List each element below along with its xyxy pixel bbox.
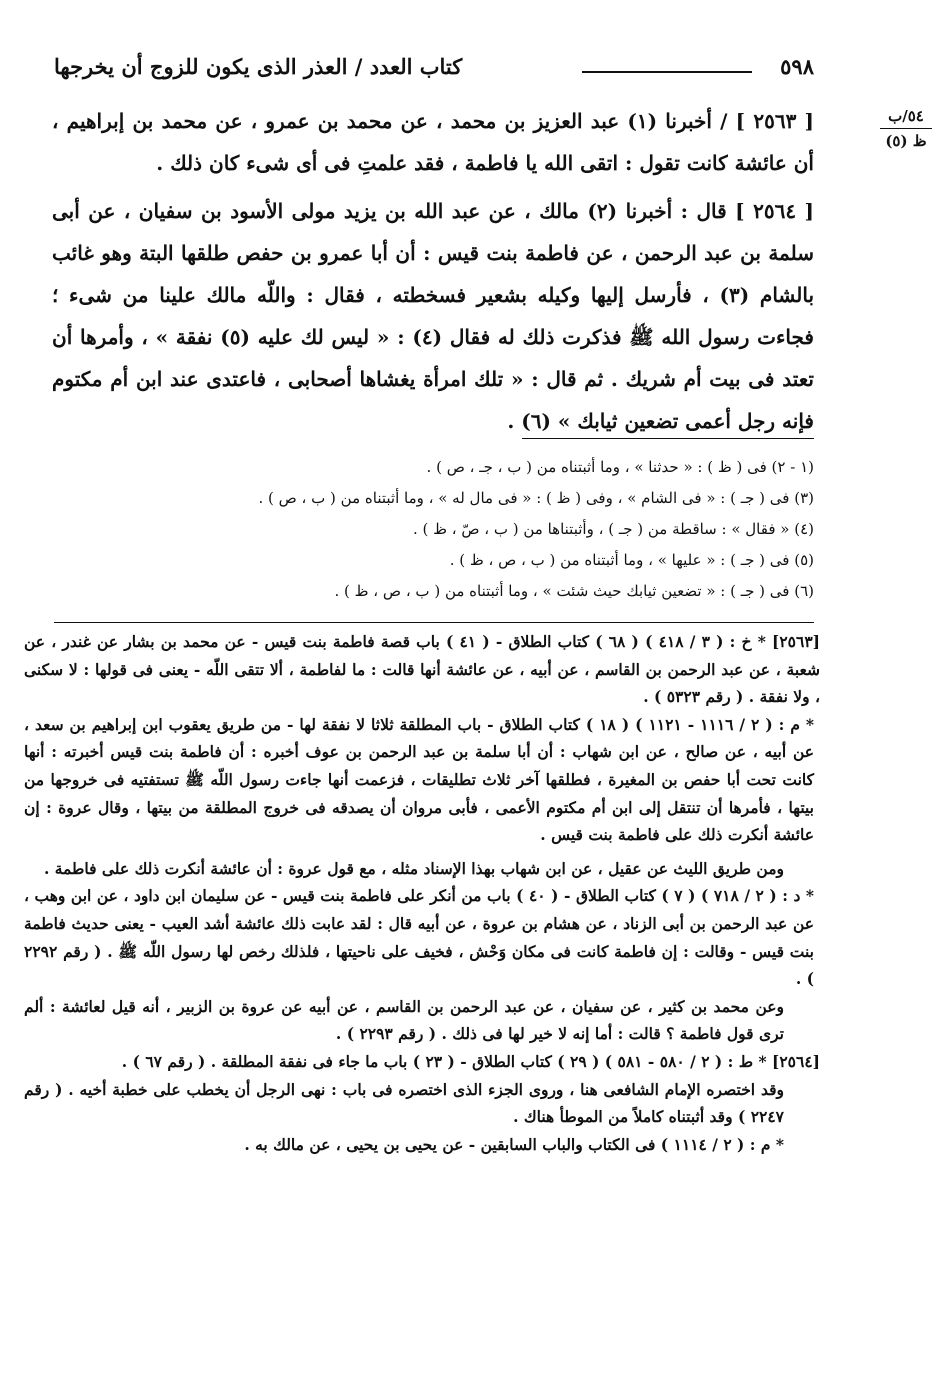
header-rule: [582, 71, 752, 73]
footnote-5: (٥) فى ( جـ ) : « عليها » ، وما أثبتناه من ( ب ، ص ، ظ ) .: [449, 551, 814, 569]
footnote-1-2: (١ - ٢) فى ( ظ ) : « حدثنا » ، وما أثبتناه من ( ب ، جـ ، ص ) .: [426, 458, 814, 476]
hadith-2563: [ ٢٥٦٣ ] / أخبرنا (١) عبد العزيز بن محمد ، عن محمد بن عمرو ، عن محمد بن إبراهيم ، أن عائشة كانت تقول : اتقى الله يا فاطمة ، فقد علمتِ فى أى شىء كان ذلك .: [52, 109, 814, 175]
margin-note-folio: ٥٤/ب: [880, 104, 932, 129]
takhrij-2563-muslim-laith: ومن طريق الليث عن عقيل ، عن ابن شهاب بهذا الإسناد مثله ، مع قول عروة : أن عائشة أنكرت ذلك على فاطمة .: [43, 858, 784, 878]
takhrij-2563-muslim: * م : ( ٢ / ١١١٦ - ١١٢١ ) ( ١٨ ) كتاب الطلاق - باب المطلقة ثلاثا لا نفقة لها - من طريق يعقوب ابن إبراهيم بن سعد ، عن أبيه ، عن صالح ، عن ابن شهاب : أن أبا سلمة بن عبد الرحمن بن عوف أخبره : أن فاطمة بنت قيس أخبرته : أنها كانت تحت أبا حفص بن المغيرة ، فطلقها آخر ثلاث تطليقات ، فزعمت أنها جاءت رسول اللّه ﷺ تستفتيه فى خروجها من بيتها ، فأمرها أن تنتقل إلى ابن أم مكتوم الأعمى ، فأبى مروان أن يصدقه فى خروج المطلقة من بيتها ، وقال عروة : إن عائشة أنكرت ذلك على فاطمة بنت قيس .: [24, 714, 815, 845]
footnote-separator: [522, 438, 814, 439]
takhrij-2564-note: وقد اختصره الإمام الشافعى هنا ، وروى الجزء الذى اختصره فى باب : نهى الرجل أن يخطب على خطبة أخيه . ( رقم ٢٢٤٧ ) وقد أثبتناه كاملاً من الموطأ هناك .: [24, 1079, 784, 1127]
manuscript-margin-note: [880, 104, 932, 153]
takhrij-2563-abudawud: * د : ( ٢ / ٧١٨ ) ( ٧ ) كتاب الطلاق - ( ٤٠ ) باب من أنكر على فاطمة بنت قيس - عن سليمان ابن داود ، عن ابن وهب ، عن عبد الرحمن بن أبى الزناد ، عن هشام بن عروة ، عن أبيه قال : لقد عابت ذلك عائشة أشد العيب - يعنى حديث فاطمة بنت قيس - وقالت : إن فاطمة كانت فى مكان وَحْش ، فخيف على ناحيتها ، فلذلك رخص لها رسول اللّه ﷺ . ( رقم ٢٢٩٢ ) .: [24, 886, 814, 989]
page-number: ٥٩٨: [780, 54, 814, 79]
footnote-3: (٣) فى ( جـ ) : « فى الشام » ، وفى ( ظ ) : « فى مال له » ، وما أثبتناه من ( ب ، ص ) .: [258, 489, 814, 507]
takhrij-2563-abudawud-2: وعن محمد بن كثير ، عن سفيان ، عن عبد الرحمن بن القاسم ، عن أبيه عن عروة بن الزبير ، أنه قيل لعائشة : ألم ترى قول فاطمة ؟ قالت : أما إنه لا خير لها فى ذلك . ( رقم ٢٢٩٣ ) .: [24, 996, 784, 1044]
footnote-6: (٦) فى ( جـ ) : « تضعين ثيابك حيث شئت » ، وما أثبتناه من ( ب ، ص ، ظ ) .: [334, 582, 814, 600]
takhrij-notes: [24, 628, 820, 1158]
running-title: كتاب العدد / العذر الذى يكون للزوج أن يخرجها: [54, 54, 463, 79]
hadith-2564: [ ٢٥٦٤ ] قال : أخبرنا (٢) مالك ، عن عبد الله بن يزيد مولى الأسود بن سفيان ، عن أبى سلمة بن عبد الرحمن ، عن فاطمة بنت قيس : أن أبا عمرو بن حفص طلقها البتة وهو غائب بالشام (٣) ، فأرسل إليها وكيله بشعير فسخطته ، فقال : واللّه مالك علينا من شىء ؛ فجاءت رسول الله ﷺ فذكرت ذلك له فقال (٤) : « ليس لك عليه (٥) نفقة » ، وأمرها أن تعتد فى بيت أم شريك . ثم قال : « تلك امرأة يغشاها أصحابى ، فاعتدى عند ابن أم مكتوم فإنه رجل أعمى تضعين ثيابك » (٦) .: [52, 199, 815, 433]
page-header: [54, 54, 814, 88]
margin-note-ms: ظ (٥): [885, 132, 927, 150]
takhrij-separator: [54, 622, 814, 623]
footnotes: [52, 452, 814, 607]
takhrij-2564-muslim: * م : ( ٢ / ١١١٤ ) فى الكتاب والباب السابقين - عن يحيى بن يحيى ، عن مالك به .: [244, 1134, 784, 1154]
main-text: [52, 100, 814, 448]
takhrij-2564-muwatta: [٢٥٦٤] * ط : ( ٢ / ٥٨٠ - ٥٨١ ) ( ٢٩ ) كتاب الطلاق - ( ٢٣ ) باب ما جاء فى نفقة المطلقة . ( رقم ٦٧ ) .: [121, 1051, 820, 1071]
footnote-4: (٤) « فقال » : ساقطة من ( جـ ) ، وأثبتناها من ( ب ، صّ ، ظ ) .: [412, 520, 814, 538]
takhrij-2563-bukhari: [٢٥٦٣] * خ : ( ٣ / ٤١٨ ) ( ٦٨ ) كتاب الطلاق - ( ٤١ ) باب قصة فاطمة بنت قيس - عن محمد بن بشار عن غندر ، عن شعبة ، عن عبد الرحمن بن القاسم ، عن أبيه ، عن عائشة أنها قالت : ما لفاطمة ، ألا تتقى اللّه - يعنى فى قولها : لا سكنى ، ولا نفقة . ( رقم ٥٣٢٣ ) .: [24, 632, 820, 707]
